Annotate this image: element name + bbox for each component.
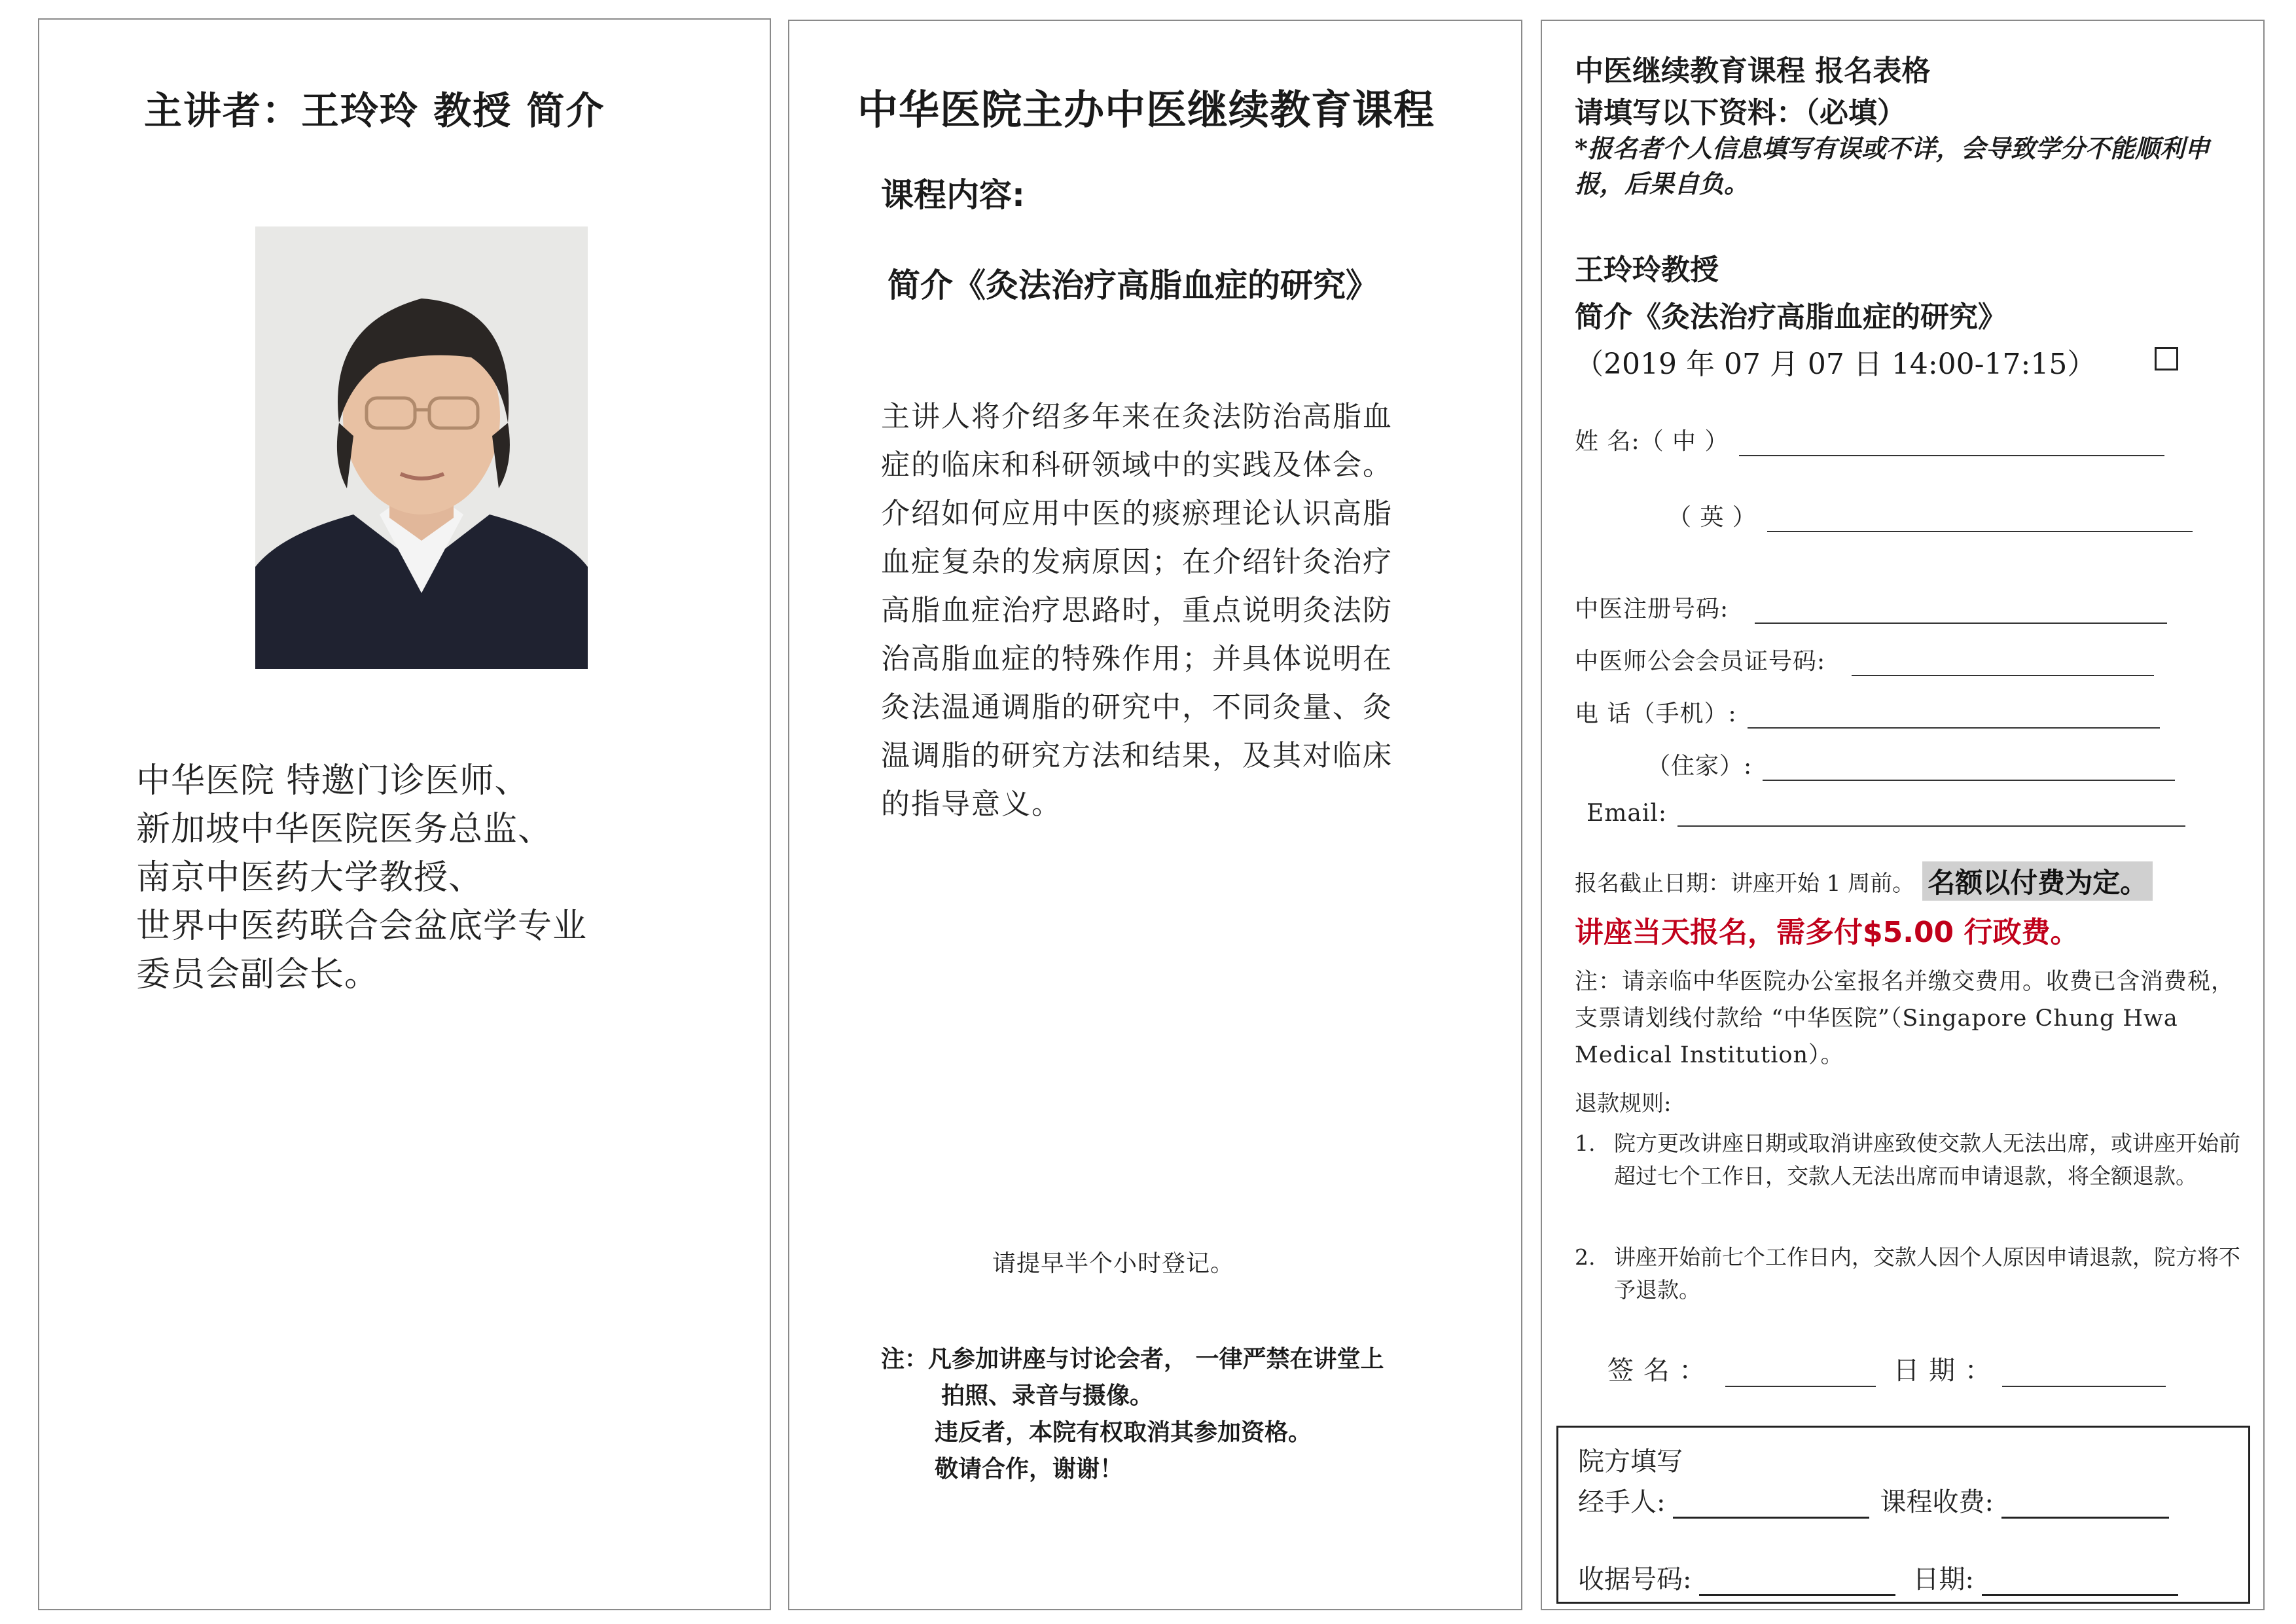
form-warning: *报名者个人信息填写有误或不详，会导致学分不能顺利申报，后果自负。: [1575, 134, 2210, 198]
member-no-row: [1575, 643, 2154, 676]
tcm-reg-input[interactable]: [1755, 600, 2167, 624]
conduct-notice: [881, 1341, 1384, 1487]
speaker-panel: [38, 18, 771, 1610]
payment-note: 注：请亲临中华医院办公室报名并缴交费用。收费已含消费税，支票请划线付款给 “中华医院”（Singapore Chung Hwa Medical Institution）。: [1575, 969, 2235, 1068]
portrait-image: [255, 226, 588, 669]
refund-title: 退款规则:: [1575, 1091, 1672, 1117]
course-title: 简介《灸法治疗高脂血症的研究》: [888, 266, 1378, 304]
date-label: 日 期 ：: [1893, 1356, 1992, 1386]
notice-line: 违反者，本院有权取消其参加资格。: [935, 1418, 1312, 1446]
speaker-bio: [136, 757, 587, 999]
session-checkbox[interactable]: [2155, 347, 2178, 370]
fill-instruction: 请填写以下资料：（必填）: [1575, 96, 1906, 130]
description-line: 灸法温通调脂的研究中，不同灸量、灸: [881, 691, 1393, 724]
email-row: [1587, 800, 2185, 827]
office-use-box: [1556, 1426, 2250, 1604]
signature-label: 签 名 ：: [1607, 1356, 1706, 1386]
fee-label: 课程收费:: [1880, 1487, 1994, 1517]
receipt-label: 收据号码:: [1578, 1564, 1692, 1595]
course-panel-title: 中华医院主办中医继续教育课程: [857, 86, 1435, 134]
deadline-row: [1575, 861, 2153, 901]
email-label: Email:: [1587, 800, 1668, 827]
refund-rule: [1575, 1127, 2242, 1193]
description-line: 温调脂的研究方法和结果，及其对临床: [881, 739, 1393, 772]
office-row-1: [1578, 1481, 2169, 1519]
name-en-row: [1668, 499, 2193, 532]
register-early-note: 请提早半个小时登记。: [992, 1250, 1235, 1277]
bio-line: 中华医院 特邀门诊医师、: [136, 761, 529, 801]
office-date-input[interactable]: [1982, 1570, 2178, 1596]
phone-home-row: [1647, 748, 2175, 781]
bio-line: 新加坡中华医院医务总监、: [136, 810, 553, 849]
name-cn-input[interactable]: [1739, 433, 2164, 456]
date-input[interactable]: [2002, 1363, 2166, 1387]
tcm-reg-row: [1575, 590, 2167, 624]
refund-rule-text: 院方更改讲座日期或取消讲座致使交款人无法出席，或讲座开始前超过七个工作日，交款人无法出席而申请退款，将全额退款。: [1614, 1130, 2240, 1189]
handler-input[interactable]: [1673, 1492, 1869, 1519]
course-description: [881, 393, 1393, 829]
description-line: 治高脂血症的特殊作用；并具体说明在: [881, 642, 1393, 676]
phone-home-input[interactable]: [1763, 757, 2175, 781]
form-title: 中医继续教育课程 报名表格: [1575, 54, 1931, 88]
description-line: 血症复杂的发病原因；在介绍针灸治疗: [881, 545, 1393, 579]
form-course: 简介《灸法治疗高脂血症的研究》: [1575, 300, 2007, 334]
signature-input[interactable]: [1725, 1363, 1876, 1387]
name-en-label: （ 英 ）: [1668, 504, 1757, 531]
office-date-label: 日期:: [1912, 1564, 1974, 1595]
tcm-reg-label: 中医注册号码:: [1575, 596, 1729, 623]
bio-line: 南京中医药大学教授、: [136, 858, 484, 897]
phone-mobile-input[interactable]: [1748, 705, 2160, 729]
course-content-label: 课程内容:: [881, 176, 1025, 214]
fee-input[interactable]: [2001, 1492, 2169, 1519]
name-cn-label: 姓 名:（ 中 ）: [1575, 428, 1729, 455]
member-no-label: 中医师公会会员证号码:: [1575, 648, 1826, 675]
notice-line: 拍照、录音与摄像。: [941, 1382, 1154, 1409]
speaker-heading: 主讲者：王玲玲 教授 简介: [144, 88, 605, 133]
course-panel: [788, 20, 1522, 1610]
description-line: 的指导意义。: [881, 787, 1062, 821]
description-line: 主讲人将介绍多年来在灸法防治高脂血: [881, 400, 1393, 433]
name-en-input[interactable]: [1767, 509, 2193, 532]
session-time: （2019 年 07 月 07 日 14:00-17:15）: [1575, 348, 2096, 381]
phone-home-label: （住家）:: [1647, 753, 1753, 780]
same-day-fee: 讲座当天报名，需多付$5.00 行政费。: [1575, 916, 2079, 949]
refund-rule-number: 2.: [1575, 1244, 1596, 1270]
office-use-title: 院方填写: [1578, 1447, 1683, 1477]
office-row-2: [1578, 1559, 2178, 1596]
notice-line: 注：凡参加讲座与讨论会者， 一律严禁在讲堂上: [881, 1345, 1384, 1373]
description-line: 高脂血症治疗思路时，重点说明灸法防: [881, 594, 1393, 627]
speaker-photo: [255, 226, 588, 669]
phone-mobile-row: [1575, 695, 2160, 729]
email-input[interactable]: [1677, 803, 2185, 827]
bio-line: 委员会副会长。: [136, 955, 380, 994]
refund-rule: [1575, 1241, 2242, 1307]
receipt-input[interactable]: [1699, 1570, 1895, 1596]
notice-line: 敬请合作，谢谢！: [935, 1455, 1124, 1483]
registration-form-panel: [1541, 20, 2265, 1610]
phone-mobile-label: 电 话（手机）:: [1575, 700, 1737, 727]
bio-line: 世界中医药联合会盆底学专业: [136, 907, 588, 946]
handler-label: 经手人:: [1578, 1487, 1666, 1517]
refund-rule-number: 1.: [1575, 1130, 1596, 1156]
member-no-input[interactable]: [1852, 653, 2154, 676]
name-cn-row: [1575, 423, 2164, 456]
description-line: 症的临床和科研领域中的实践及体会。: [881, 448, 1393, 482]
signature-row: [1607, 1350, 2166, 1387]
form-speaker: 王玲玲教授: [1575, 253, 1719, 287]
description-line: 介绍如何应用中医的痰瘀理论认识高脂: [881, 497, 1393, 530]
deadline-text: 报名截止日期：讲座开始 1 周前。: [1575, 870, 1915, 897]
quota-badge: 名额以付费为定。: [1922, 861, 2153, 901]
refund-rule-text: 讲座开始前七个工作日内，交款人因个人原因申请退款，院方将不予退款。: [1614, 1244, 2240, 1303]
